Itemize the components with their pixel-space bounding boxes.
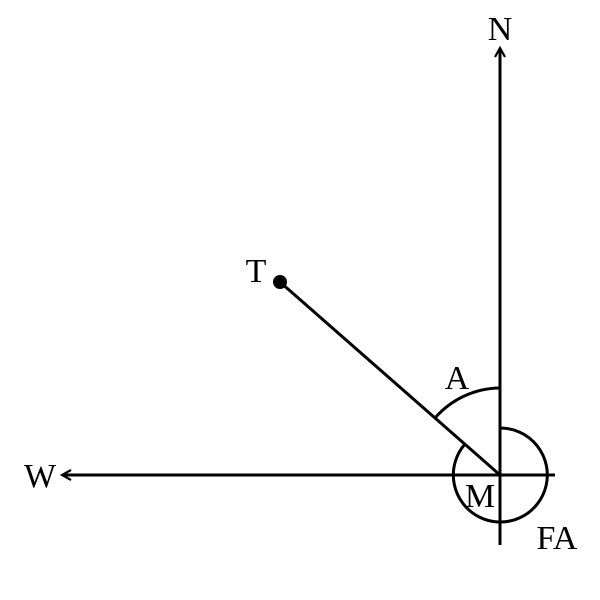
target-point	[273, 275, 287, 289]
angle-label: A	[444, 360, 470, 397]
north-label: N	[487, 11, 513, 48]
west-label: W	[23, 458, 57, 495]
origin-label: M	[464, 478, 496, 515]
target-label: T	[245, 253, 267, 290]
full-angle-label: FA	[536, 520, 578, 557]
